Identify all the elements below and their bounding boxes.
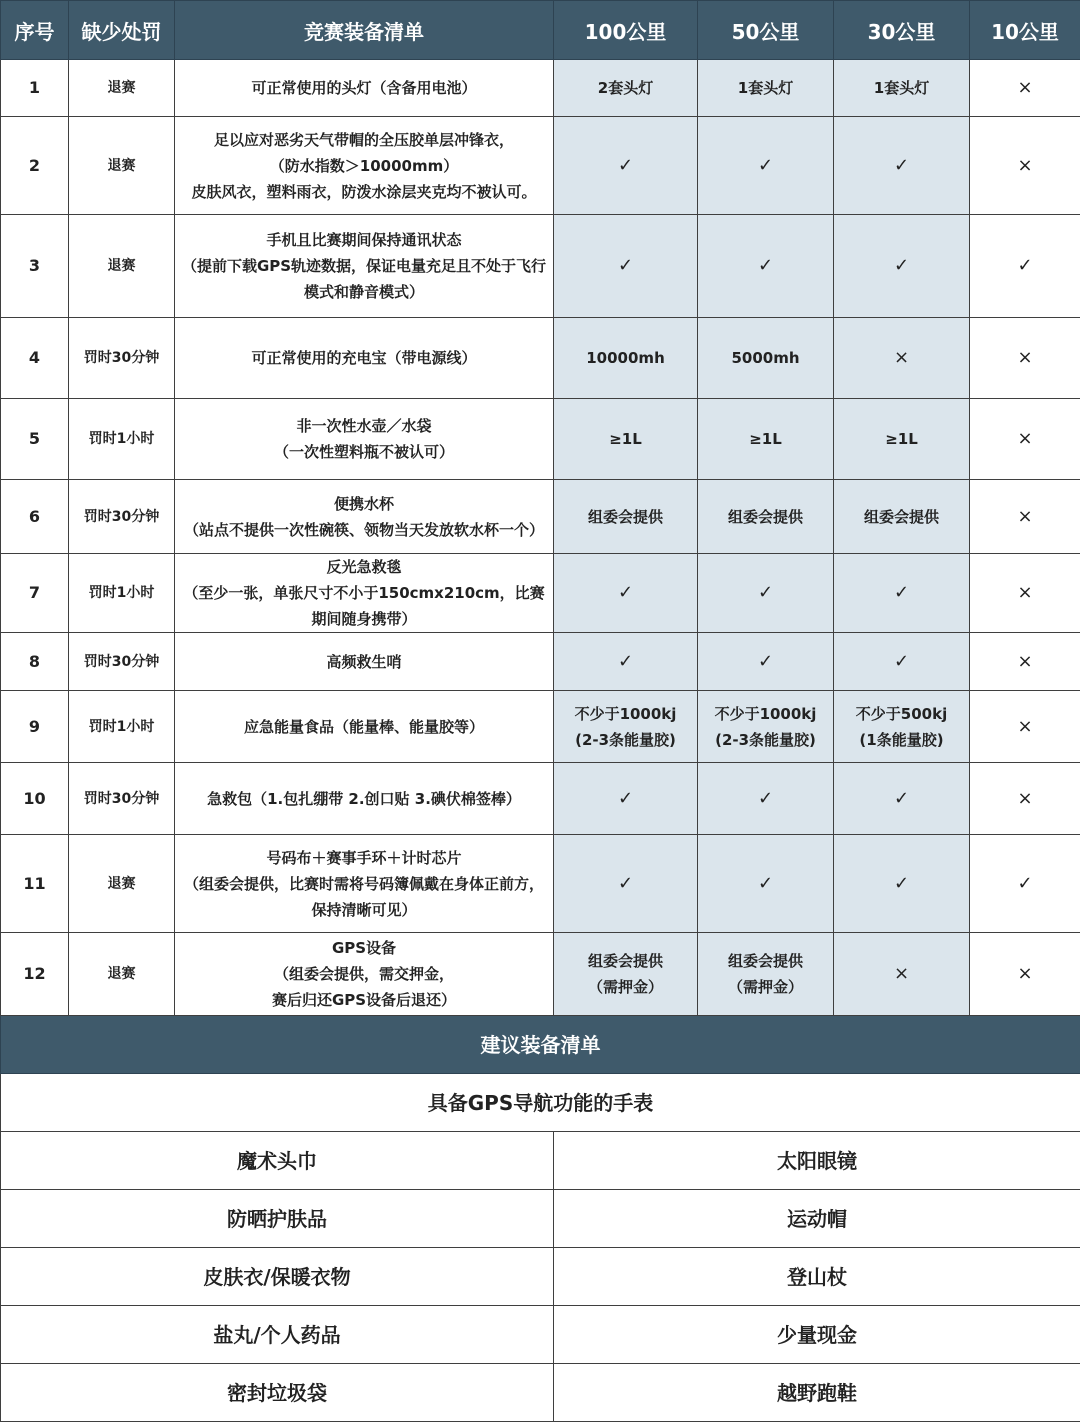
requirement-50km: [698, 554, 834, 633]
cell-line: 非一次性水壶／水袋: [177, 413, 551, 439]
cell-line: 可正常使用的头灯（含备用电池）: [177, 75, 551, 101]
requirement-30km: [834, 835, 970, 933]
recommended-item: 少量现金: [554, 1306, 1080, 1364]
row-number: 7: [1, 554, 69, 633]
recommended-item: 防晒护肤品: [1, 1190, 554, 1248]
equipment-item-cell: [175, 554, 554, 633]
header-row: [1, 1, 1080, 60]
cell-line: ✓: [700, 649, 831, 675]
penalty-cell: 罚时30分钟: [69, 318, 175, 399]
recommended-item: 登山杖: [554, 1248, 1080, 1306]
requirement-10km: [970, 633, 1080, 691]
cell-line: ×: [972, 345, 1078, 371]
equipment-item-cell: [175, 691, 554, 763]
requirement-50km: [698, 480, 834, 554]
equipment-item-cell: [175, 835, 554, 933]
requirement-50km: [698, 763, 834, 835]
requirement-100km: [554, 318, 698, 399]
cell-line: ✓: [556, 649, 695, 675]
cell-line: 号码布＋赛事手环＋计时芯片: [177, 845, 551, 871]
requirement-30km: [834, 633, 970, 691]
cell-line: ✓: [700, 253, 831, 279]
requirement-100km: [554, 117, 698, 215]
penalty-cell: 罚时1小时: [69, 554, 175, 633]
row-number: 11: [1, 835, 69, 933]
requirement-10km: [970, 763, 1080, 835]
cell-line: ✓: [700, 786, 831, 812]
cell-line: ×: [972, 580, 1078, 606]
requirement-100km: [554, 933, 698, 1016]
table-row: [1, 399, 1080, 480]
recommended-row: [1, 1306, 1080, 1364]
penalty-cell: 罚时30分钟: [69, 633, 175, 691]
recommended-row: [1, 1364, 1080, 1422]
requirement-30km: [834, 399, 970, 480]
table-row: [1, 633, 1080, 691]
penalty-cell: 退赛: [69, 117, 175, 215]
cell-line: 期间随身携带）: [177, 606, 551, 632]
cell-line: ✓: [836, 153, 967, 179]
recommended-item: 魔术头巾: [1, 1132, 554, 1190]
cell-line: 组委会提供: [700, 948, 831, 974]
cell-line: (2-3条能量胶): [556, 727, 695, 753]
header-30km: 30公里: [834, 1, 970, 60]
equipment-item-cell: [175, 399, 554, 480]
table-row: [1, 480, 1080, 554]
cell-line: ✓: [556, 786, 695, 812]
cell-line: 模式和静音模式）: [177, 279, 551, 305]
requirement-10km: [970, 399, 1080, 480]
requirement-50km: [698, 835, 834, 933]
requirement-30km: [834, 215, 970, 318]
cell-line: 应急能量食品（能量棒、能量胶等）: [177, 714, 551, 740]
cell-line: （防水指数＞10000mm）: [177, 153, 551, 179]
cell-line: （组委会提供，比赛时需将号码簿佩戴在身体正前方，: [177, 871, 551, 897]
recommended-row: [1, 1248, 1080, 1306]
header-equipment-list: 竞赛装备清单: [175, 1, 554, 60]
cell-line: ≥1L: [700, 426, 831, 452]
recommended-item: 密封垃圾袋: [1, 1364, 554, 1422]
table-row: [1, 835, 1080, 933]
requirement-30km: [834, 554, 970, 633]
header-50km: 50公里: [698, 1, 834, 60]
requirement-30km: [834, 763, 970, 835]
cell-line: ×: [972, 714, 1078, 740]
cell-line: （站点不提供一次性碗筷、领物当天发放软水杯一个）: [177, 517, 551, 543]
cell-line: 赛后归还GPS设备后退还）: [177, 987, 551, 1013]
cell-line: ×: [972, 961, 1078, 987]
requirement-50km: [698, 117, 834, 215]
table-row: [1, 933, 1080, 1016]
requirement-100km: [554, 835, 698, 933]
recommended-items: [1, 1132, 1080, 1422]
cell-line: 可正常使用的充电宝（带电源线）: [177, 345, 551, 371]
requirement-10km: [970, 933, 1080, 1016]
cell-line: ✓: [556, 871, 695, 897]
cell-line: ≥1L: [556, 426, 695, 452]
cell-line: ✓: [972, 253, 1078, 279]
cell-line: ✓: [556, 153, 695, 179]
row-number: 1: [1, 60, 69, 117]
cell-line: 足以应对恶劣天气带帽的全压胶单层冲锋衣，: [177, 127, 551, 153]
table-row: [1, 215, 1080, 318]
equipment-item-cell: [175, 933, 554, 1016]
row-number: 5: [1, 399, 69, 480]
cell-line: 10000mh: [556, 345, 695, 371]
table-row: [1, 117, 1080, 215]
row-number: 10: [1, 763, 69, 835]
cell-line: (1条能量胶): [836, 727, 967, 753]
recommended-item: 运动帽: [554, 1190, 1080, 1248]
cell-line: ×: [972, 786, 1078, 812]
penalty-cell: 退赛: [69, 835, 175, 933]
cell-line: （需押金）: [700, 974, 831, 1000]
equipment-item-cell: [175, 480, 554, 554]
table-row: [1, 318, 1080, 399]
cell-line: 不少于1000kj: [556, 701, 695, 727]
requirement-50km: [698, 60, 834, 117]
recommended-section: [1, 1016, 1080, 1132]
requirement-100km: [554, 399, 698, 480]
recommended-row: [1, 1190, 1080, 1248]
equipment-item-cell: [175, 215, 554, 318]
cell-line: 便携水杯: [177, 491, 551, 517]
table-row: [1, 554, 1080, 633]
requirement-10km: [970, 60, 1080, 117]
equipment-item-cell: [175, 633, 554, 691]
requirement-30km: [834, 117, 970, 215]
cell-line: （组委会提供，需交押金，: [177, 961, 551, 987]
cell-line: 手机且比赛期间保持通讯状态: [177, 227, 551, 253]
header-penalty: 缺少处罚: [69, 1, 175, 60]
equipment-item-cell: [175, 117, 554, 215]
requirement-50km: [698, 318, 834, 399]
equipment-item-cell: [175, 318, 554, 399]
recommended-title: 建议装备清单: [1, 1016, 1080, 1074]
penalty-cell: 退赛: [69, 60, 175, 117]
requirement-100km: [554, 215, 698, 318]
cell-line: ✓: [972, 871, 1078, 897]
requirement-30km: [834, 480, 970, 554]
cell-line: ✓: [700, 871, 831, 897]
cell-line: ✓: [556, 580, 695, 606]
cell-line: 不少于1000kj: [700, 701, 831, 727]
cell-line: 2套头灯: [556, 75, 695, 101]
requirement-30km: [834, 318, 970, 399]
requirement-50km: [698, 633, 834, 691]
cell-line: ✓: [700, 580, 831, 606]
requirement-100km: [554, 763, 698, 835]
cell-line: ×: [836, 345, 967, 371]
table-row: [1, 60, 1080, 117]
requirement-50km: [698, 215, 834, 318]
cell-line: ✓: [836, 253, 967, 279]
penalty-cell: 退赛: [69, 933, 175, 1016]
penalty-cell: 罚时30分钟: [69, 763, 175, 835]
requirement-10km: [970, 554, 1080, 633]
row-number: 8: [1, 633, 69, 691]
cell-line: ×: [972, 504, 1078, 530]
cell-line: 高频救生哨: [177, 649, 551, 675]
cell-line: （一次性塑料瓶不被认可）: [177, 439, 551, 465]
requirement-50km: [698, 933, 834, 1016]
requirement-30km: [834, 933, 970, 1016]
requirement-30km: [834, 691, 970, 763]
penalty-cell: 罚时30分钟: [69, 480, 175, 554]
penalty-cell: 罚时1小时: [69, 399, 175, 480]
requirement-50km: [698, 399, 834, 480]
cell-line: (2-3条能量胶): [700, 727, 831, 753]
requirement-10km: [970, 318, 1080, 399]
cell-line: 不少于500kj: [836, 701, 967, 727]
equipment-item-cell: [175, 60, 554, 117]
cell-line: ✓: [556, 253, 695, 279]
cell-line: 组委会提供: [700, 504, 831, 530]
requirement-100km: [554, 480, 698, 554]
cell-line: 5000mh: [700, 345, 831, 371]
requirement-10km: [970, 117, 1080, 215]
requirement-30km: [834, 60, 970, 117]
requirement-10km: [970, 480, 1080, 554]
cell-line: （提前下载GPS轨迹数据，保证电量充足且不处于飞行: [177, 253, 551, 279]
cell-line: ×: [836, 961, 967, 987]
row-number: 4: [1, 318, 69, 399]
penalty-cell: 罚时1小时: [69, 691, 175, 763]
row-number: 6: [1, 480, 69, 554]
row-number: 2: [1, 117, 69, 215]
cell-line: 组委会提供: [556, 504, 695, 530]
cell-line: ✓: [836, 649, 967, 675]
cell-line: ✓: [700, 153, 831, 179]
cell-line: 1套头灯: [836, 75, 967, 101]
cell-line: ✓: [836, 871, 967, 897]
cell-line: ✓: [836, 786, 967, 812]
requirement-10km: [970, 691, 1080, 763]
cell-line: 1套头灯: [700, 75, 831, 101]
cell-line: ≥1L: [836, 426, 967, 452]
equipment-item-cell: [175, 763, 554, 835]
header-100km: 100公里: [554, 1, 698, 60]
recommended-full-item: 具备GPS导航功能的手表: [1, 1074, 1080, 1132]
equipment-rows: [1, 60, 1080, 1016]
requirement-50km: [698, 691, 834, 763]
requirement-10km: [970, 835, 1080, 933]
row-number: 3: [1, 215, 69, 318]
requirement-100km: [554, 633, 698, 691]
cell-line: GPS设备: [177, 935, 551, 961]
cell-line: 急救包（1.包扎绷带 2.创口贴 3.碘伏棉签棒）: [177, 786, 551, 812]
table-row: [1, 691, 1080, 763]
header-no: 序号: [1, 1, 69, 60]
cell-line: 组委会提供: [556, 948, 695, 974]
recommended-item: 盐丸/个人药品: [1, 1306, 554, 1364]
cell-line: 保持清晰可见）: [177, 897, 551, 923]
cell-line: （至少一张，单张尺寸不小于150cmx210cm，比赛: [177, 580, 551, 606]
cell-line: 组委会提供: [836, 504, 967, 530]
cell-line: ×: [972, 649, 1078, 675]
requirement-100km: [554, 554, 698, 633]
recommended-row: [1, 1132, 1080, 1190]
cell-line: ×: [972, 75, 1078, 101]
cell-line: （需押金）: [556, 974, 695, 1000]
header-10km: 10公里: [970, 1, 1080, 60]
cell-line: 皮肤风衣，塑料雨衣，防泼水涂层夹克均不被认可。: [177, 179, 551, 205]
requirement-100km: [554, 691, 698, 763]
cell-line: ×: [972, 153, 1078, 179]
cell-line: 反光急救毯: [177, 554, 551, 580]
penalty-cell: 退赛: [69, 215, 175, 318]
requirement-10km: [970, 215, 1080, 318]
table-row: [1, 763, 1080, 835]
recommended-item: 越野跑鞋: [554, 1364, 1080, 1422]
requirement-100km: [554, 60, 698, 117]
recommended-item: 太阳眼镜: [554, 1132, 1080, 1190]
row-number: 12: [1, 933, 69, 1016]
recommended-item: 皮肤衣/保暖衣物: [1, 1248, 554, 1306]
row-number: 9: [1, 691, 69, 763]
cell-line: ✓: [836, 580, 967, 606]
cell-line: ×: [972, 426, 1078, 452]
